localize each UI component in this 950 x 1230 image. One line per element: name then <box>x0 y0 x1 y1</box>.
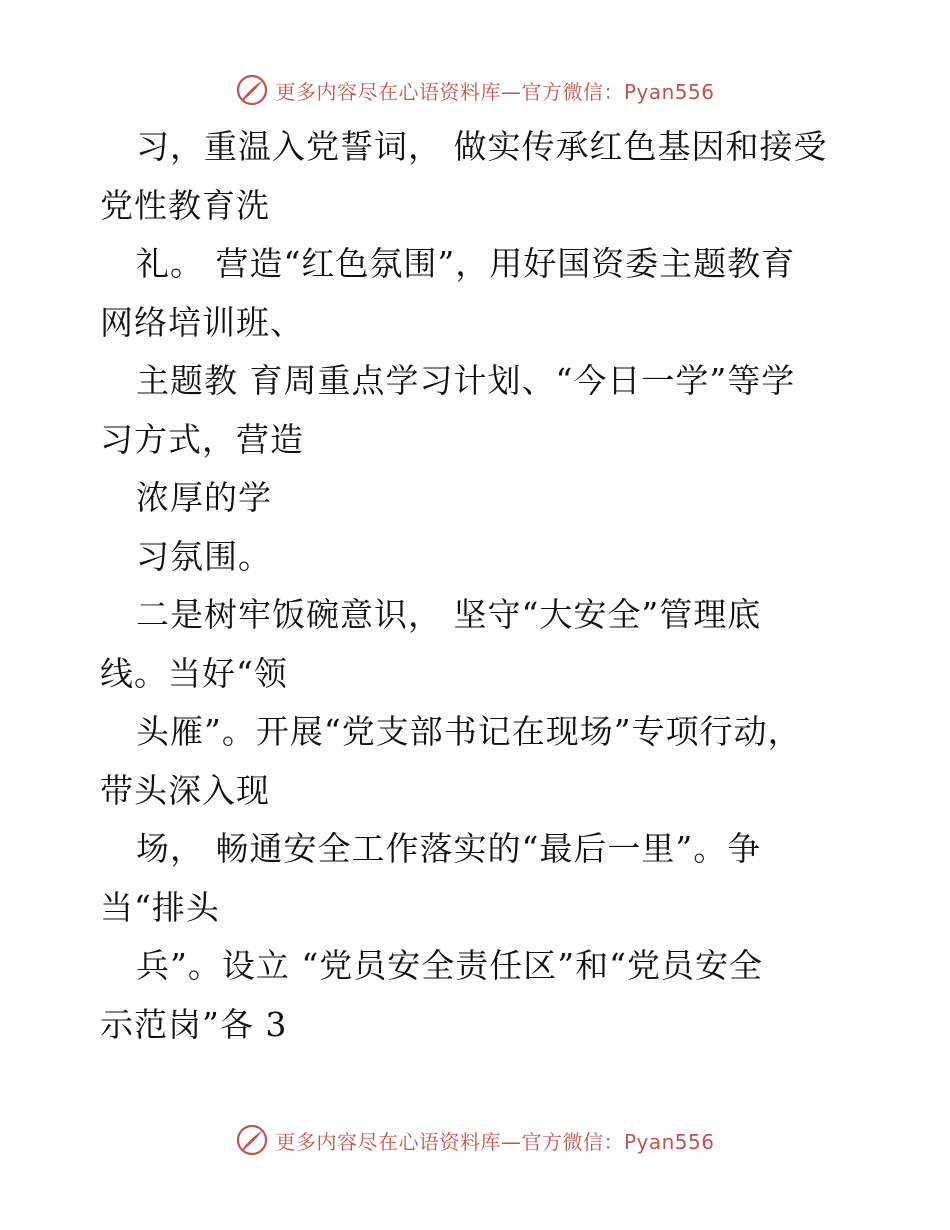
text-line: 带头深入现 <box>100 770 270 810</box>
text-line: 示范岗”各 3 <box>100 1004 288 1044</box>
text-line: 二是树牢饭碗意识， 坚守“大安全”管理底 <box>136 595 762 634</box>
text-line: 浓厚的学 <box>136 478 272 517</box>
watermark-text: 更多内容尽在心语资料库—官方微信：Pyan556 <box>275 79 715 104</box>
text-line: 习方式，营造 <box>100 419 304 459</box>
text-line: 当“排头 <box>100 887 220 927</box>
text-line: 头雁”。开展“党支部书记在现场”专项行动， <box>136 712 802 751</box>
text-line: 线。当好“领 <box>100 653 288 693</box>
watermark-text: 更多内容尽在心语资料库—官方微信：Pyan556 <box>275 1129 715 1154</box>
text-line: 党性教育洗 <box>100 185 270 225</box>
text-line: 习，重温入党誓词， 做实传承红色基因和接受 <box>136 127 828 166</box>
quill-logo-icon <box>235 73 269 107</box>
text-line: 网络培训班、 <box>100 302 304 342</box>
text-line: 礼。 营造“红色氛围”，用好国资委主题教育 <box>136 244 796 283</box>
text-line: 场， 畅通安全工作落实的“最后一里”。争 <box>136 829 762 868</box>
text-line: 习氛围。 <box>136 536 272 576</box>
header-watermark <box>0 70 950 110</box>
text-line: 主题教 育周重点学习计划、“今日一学”等学 <box>136 361 796 400</box>
text-line: 兵”。设立 “党员安全责任区”和“党员安全 <box>136 946 763 985</box>
document-body <box>100 118 840 1054</box>
quill-logo-icon <box>235 1123 269 1157</box>
footer-watermark <box>0 1120 950 1160</box>
